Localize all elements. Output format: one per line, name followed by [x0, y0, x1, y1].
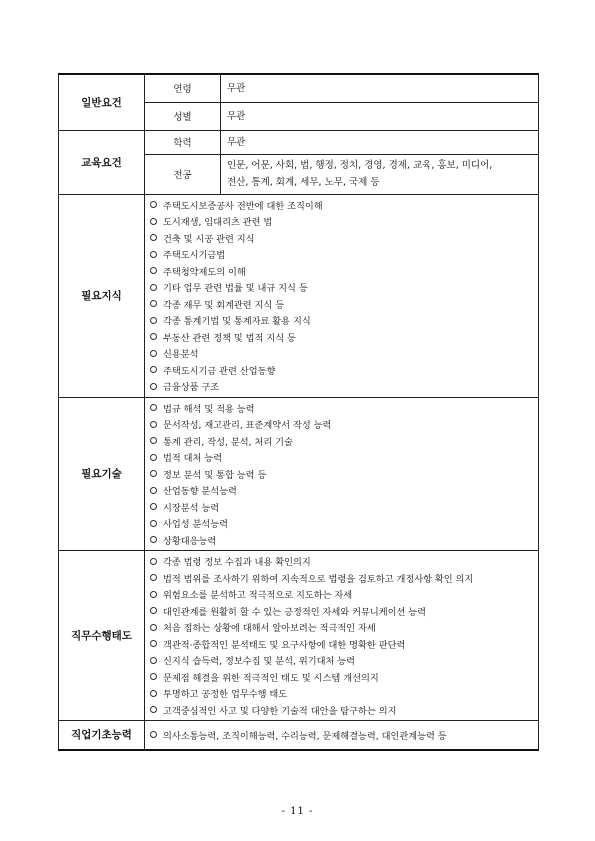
list-item	[150, 246, 534, 263]
list-item	[150, 669, 534, 686]
attitude-label: 직무수행태도	[59, 551, 145, 721]
circle-bullet-icon	[150, 731, 157, 738]
list-item	[150, 499, 534, 516]
age-label: 연령	[145, 74, 221, 102]
list-item-text: 신용분석	[163, 349, 199, 361]
list-item-text: 주택도시보증공사 전반에 대한 조직이해	[163, 200, 323, 212]
list-item-text: 기타 업무 관련 법률 및 내규 지식 등	[163, 283, 308, 295]
list-item	[150, 652, 534, 669]
list-item	[150, 213, 534, 230]
list-item	[150, 466, 534, 483]
list-item	[150, 586, 534, 603]
list-item-text: 객관적·종합적인 분석태도 및 요구사항에 대한 명확한 판단력	[163, 639, 406, 651]
major-label: 전공	[145, 154, 221, 194]
list-item-text: 상황대응능력	[163, 535, 217, 547]
age-value: 무관	[221, 74, 539, 102]
list-item-text: 산업동향 분석능력	[163, 486, 237, 498]
circle-bullet-icon	[150, 454, 157, 461]
circle-bullet-icon	[150, 251, 157, 258]
list-item	[150, 400, 534, 417]
circle-bullet-icon	[150, 607, 157, 614]
list-item	[150, 416, 534, 433]
list-item-text: 금융상품 구조	[163, 382, 220, 394]
circle-bullet-icon	[150, 673, 157, 680]
circle-bullet-icon	[150, 624, 157, 631]
list-item	[150, 603, 534, 620]
circle-bullet-icon	[150, 437, 157, 444]
list-item	[150, 570, 534, 587]
circle-bullet-icon	[150, 520, 157, 527]
list-item	[150, 312, 534, 329]
circle-bullet-icon	[150, 383, 157, 390]
circle-bullet-icon	[150, 366, 157, 373]
gender-value: 무관	[221, 102, 539, 130]
circle-bullet-icon	[150, 333, 157, 340]
major-line: 인문, 어문, 사회, 법, 행정, 정치, 경영, 경제, 교육, 홍보, 미디어,	[227, 160, 493, 171]
circle-bullet-icon	[150, 536, 157, 543]
list-item-text: 각종 법령 정보 수집과 내용 확인의지	[163, 557, 311, 569]
list-item-text: 시장분석 능력	[163, 502, 220, 514]
circle-bullet-icon	[150, 487, 157, 494]
list-item-text: 법적 대처 능력	[163, 453, 223, 465]
list-item-text: 통계 관리, 작성, 분석, 처리 기술	[163, 436, 293, 448]
list-item-text: 처음 접하는 상황에 대해서 알아보려는 적극적인 자세	[163, 623, 376, 635]
education-level-value: 무관	[221, 130, 539, 154]
circle-bullet-icon	[150, 574, 157, 581]
list-item-text: 법적 범위를 조사하기 위하여 지속적으로 법령을 검토하고 개정사항 확인 의지	[163, 573, 474, 585]
list-item	[150, 553, 534, 570]
list-item-text: 문서작성, 재고관리, 표준계약서 작성 능력	[163, 420, 332, 432]
circle-bullet-icon	[150, 218, 157, 225]
circle-bullet-icon	[150, 201, 157, 208]
list-item	[150, 230, 534, 247]
general-requirements-label: 일반요건	[59, 74, 145, 130]
circle-bullet-icon	[150, 350, 157, 357]
list-item	[150, 296, 534, 313]
requirements-table	[58, 73, 539, 751]
list-item-text: 신지식 습득력, 정보수집 및 분석, 위기대처 능력	[163, 656, 355, 668]
list-item	[150, 636, 534, 653]
circle-bullet-icon	[150, 404, 157, 411]
list-item	[150, 449, 534, 466]
list-item-text: 정보 분석 및 통합 능력 등	[163, 469, 267, 481]
list-item	[150, 329, 534, 346]
circle-bullet-icon	[150, 421, 157, 428]
list-item-text: 주택도시기금 관련 산업동향	[163, 365, 276, 377]
education-level-label: 학력	[145, 130, 221, 154]
list-item-text: 주택청약제도의 이해	[163, 266, 246, 278]
list-item-text: 각종 통계기법 및 통계자료 활용 지식	[163, 316, 311, 328]
list-item	[150, 702, 534, 719]
circle-bullet-icon	[150, 558, 157, 565]
list-item	[150, 263, 534, 280]
list-item	[150, 515, 534, 532]
list-item	[150, 362, 534, 379]
list-item-text: 위험요소를 분석하고 적극적으로 지도하는 자세	[163, 590, 353, 602]
education-requirements-label: 교육요건	[59, 130, 145, 194]
major-line: 전산, 통계, 회계, 세무, 노무, 국제 등	[227, 177, 380, 188]
skills-list	[145, 397, 539, 551]
list-item	[150, 345, 534, 362]
list-item-text: 문제점 해결을 위한 적극적인 태도 및 시스템 개선의지	[163, 672, 379, 684]
page-number: - 11 -	[281, 806, 314, 817]
list-item-text: 건축 및 시공 관련 지식	[163, 233, 255, 245]
basic-competency-list	[145, 721, 539, 750]
circle-bullet-icon	[150, 690, 157, 697]
list-item	[150, 532, 534, 549]
list-item-text: 투명하고 공정한 업무수행 태도	[163, 689, 288, 701]
circle-bullet-icon	[150, 284, 157, 291]
basic-competency-label: 직업기초능력	[59, 721, 145, 750]
list-item	[150, 378, 534, 395]
knowledge-list	[145, 194, 539, 397]
list-item-text: 사업성 분석능력	[163, 519, 229, 531]
circle-bullet-icon	[150, 267, 157, 274]
list-item	[150, 727, 534, 744]
list-item-text: 부동산 관련 정책 및 법적 지식 등	[163, 332, 296, 344]
list-item	[150, 685, 534, 702]
major-value	[221, 154, 539, 194]
circle-bullet-icon	[150, 317, 157, 324]
list-item	[150, 279, 534, 296]
list-item	[150, 433, 534, 450]
list-item	[150, 482, 534, 499]
circle-bullet-icon	[150, 470, 157, 477]
list-item-text: 대인관계를 원활히 할 수 있는 긍정적인 자세와 커뮤니케이션 능력	[163, 606, 426, 618]
list-item-text: 도시재생, 임대리츠 관련 법	[163, 217, 273, 229]
list-item-text: 의사소통능력, 조직이해능력, 수리능력, 문제해결능력, 대인관계능력 등	[163, 730, 447, 742]
skills-label: 필요기술	[59, 397, 145, 551]
circle-bullet-icon	[150, 657, 157, 664]
circle-bullet-icon	[150, 640, 157, 647]
gender-label: 성별	[145, 102, 221, 130]
list-item-text: 주택도시기금법	[163, 250, 226, 262]
list-item-text: 법규 해석 및 적용 능력	[163, 403, 255, 415]
list-item-text: 고객중심적인 사고 및 다양한 기술적 대안을 탐구하는 의지	[163, 705, 397, 717]
circle-bullet-icon	[150, 234, 157, 241]
list-item	[150, 197, 534, 214]
circle-bullet-icon	[150, 503, 157, 510]
circle-bullet-icon	[150, 591, 157, 598]
circle-bullet-icon	[150, 300, 157, 307]
attitude-list	[145, 551, 539, 721]
list-item-text: 각종 재무 및 회계관련 지식 등	[163, 299, 285, 311]
circle-bullet-icon	[150, 706, 157, 713]
list-item	[150, 619, 534, 636]
knowledge-label: 필요지식	[59, 194, 145, 397]
